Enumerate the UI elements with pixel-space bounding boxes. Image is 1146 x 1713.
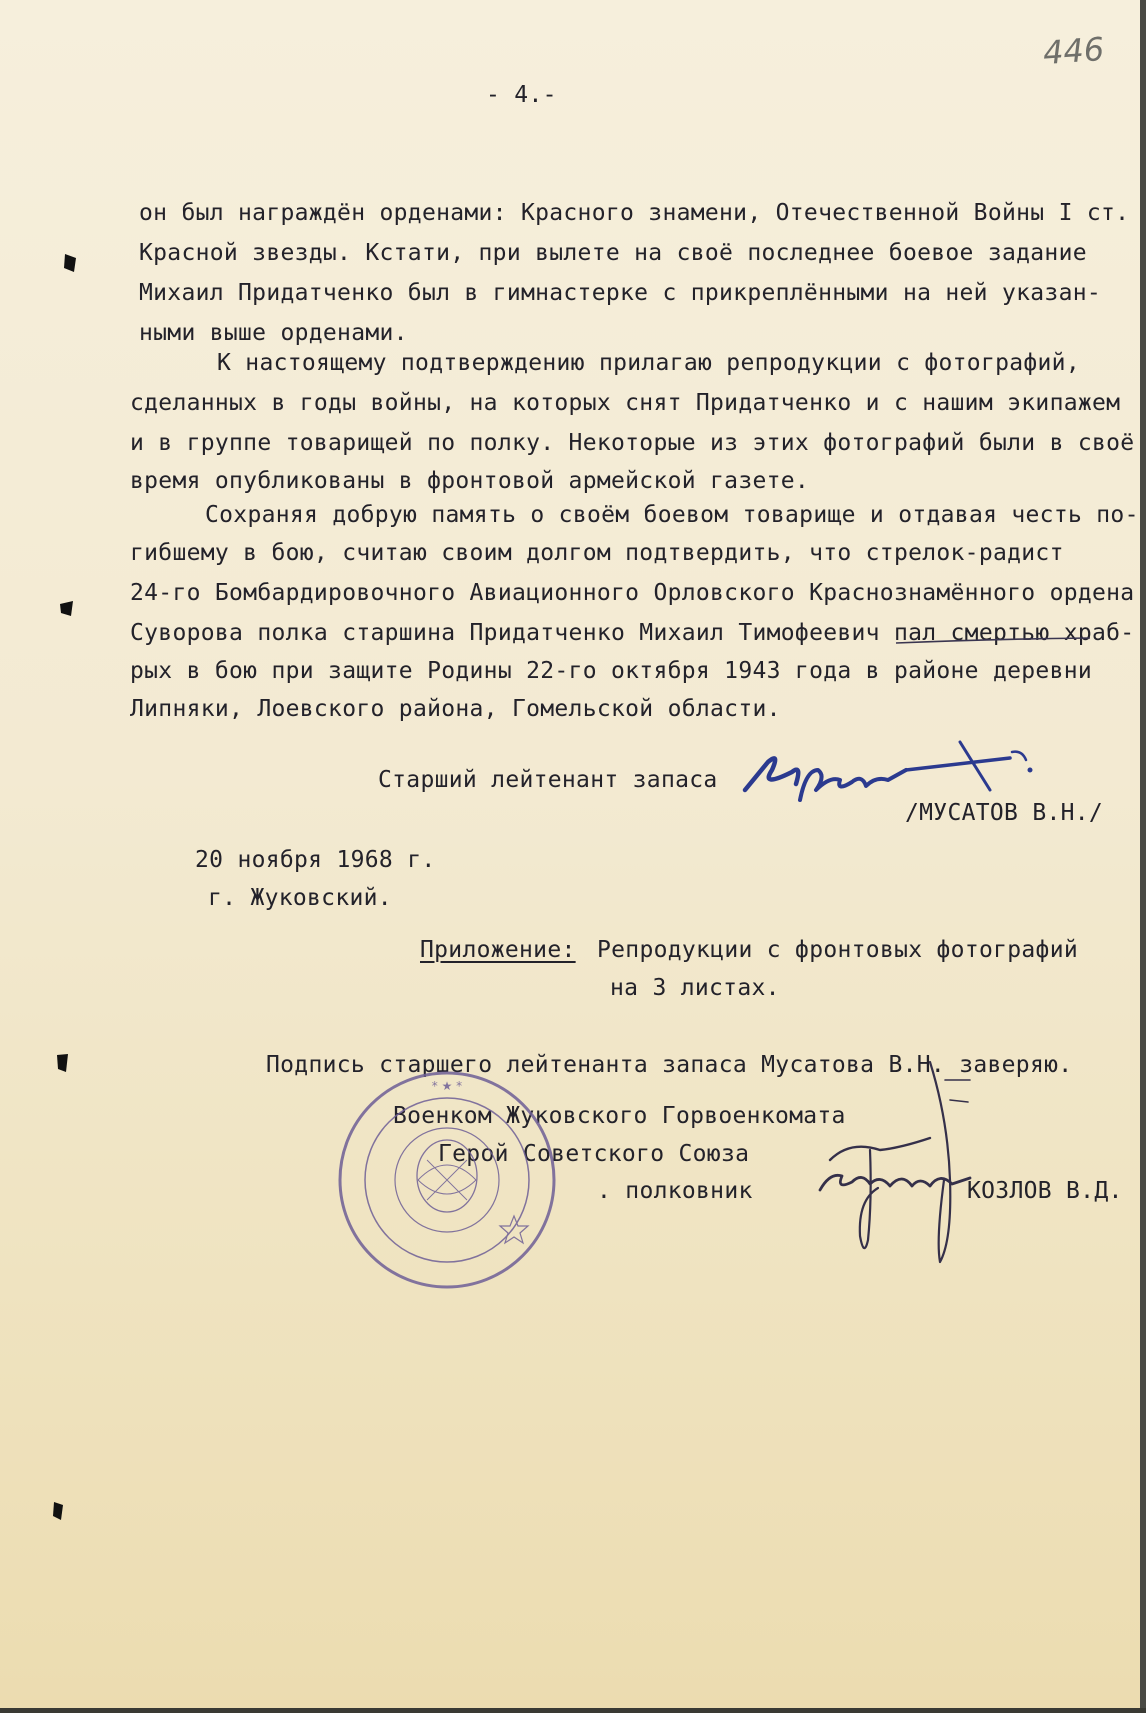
page-number: - 4.- — [486, 82, 557, 108]
body-line: рых в бою при защите Родины 22-го октября 1943 года в районе деревни — [130, 658, 1093, 684]
document-place: г. Жуковский. — [208, 885, 392, 911]
signer-rank: Старший лейтенант запаса — [378, 767, 718, 793]
musatov-signature — [745, 742, 1032, 800]
body-line: Сохраняя добрую память о своём боевом товарище и отдавая честь по- — [205, 502, 1139, 528]
certifier-name: КОЗЛОВ В.Д. — [967, 1178, 1123, 1204]
body-line: и в группе товарищей по полку. Некоторые из этих фотографий были в своё — [130, 430, 1135, 456]
body-line: сделанных в годы войны, на которых снят Придатченко и с нашим экипажем — [130, 390, 1121, 416]
body-line: Липняки, Лоевского района, Гомельской области. — [130, 696, 781, 722]
body-line: 24-го Бомбардировочного Авиационного Орловского Краснознамённого ордена — [130, 580, 1135, 606]
body-line: ными выше орденами. — [139, 320, 408, 346]
attachment-text: Репродукции с фронтовых фотографий — [597, 937, 1079, 963]
certifier-rank: . полковник — [597, 1178, 753, 1204]
certifier-position: Военком Жуковского Горвоенкомата — [393, 1103, 846, 1129]
body-line: он был награждён орденами: Красного знамени, Отечественной Войны I ст. — [139, 200, 1130, 226]
body-line: гибшему в бою, считаю своим долгом подтвердить, что стрелок-радист — [130, 540, 1064, 566]
official-round-stamp — [340, 1073, 554, 1287]
body-line: Суворова полка старшина Придатченко Михаил Тимофеевич пал смертью храб- — [130, 620, 1135, 646]
hand-underline — [896, 638, 1090, 643]
body-line: время опубликованы в фронтовой армейской газете. — [130, 468, 810, 494]
kozlov-signature — [820, 1062, 970, 1262]
certification-text: Подпись старшего лейтенанта запаса Мусатова В.Н. заверяю. — [266, 1052, 1073, 1078]
signer-name: /МУСАТОВ В.Н./ — [905, 800, 1104, 826]
body-line: К настоящему подтверждению прилагаю репродукции с фотографий, — [217, 350, 1080, 376]
body-line: Михаил Придатченко был в гимнастерке с прикреплёнными на ней указан- — [139, 280, 1102, 306]
document-date: 20 ноября 1968 г. — [195, 847, 436, 873]
attachment-label: Приложение: — [420, 937, 576, 963]
stamp-text-fragment: * ★ * — [431, 1079, 463, 1093]
certifier-title: Герой Советского Союза — [438, 1141, 750, 1167]
archive-page-number: 446 — [1041, 29, 1106, 73]
attachment-text: на 3 листах. — [610, 975, 780, 1001]
body-line: Красной звезды. Кстати, при вылете на своё последнее боевое задание — [139, 240, 1087, 266]
